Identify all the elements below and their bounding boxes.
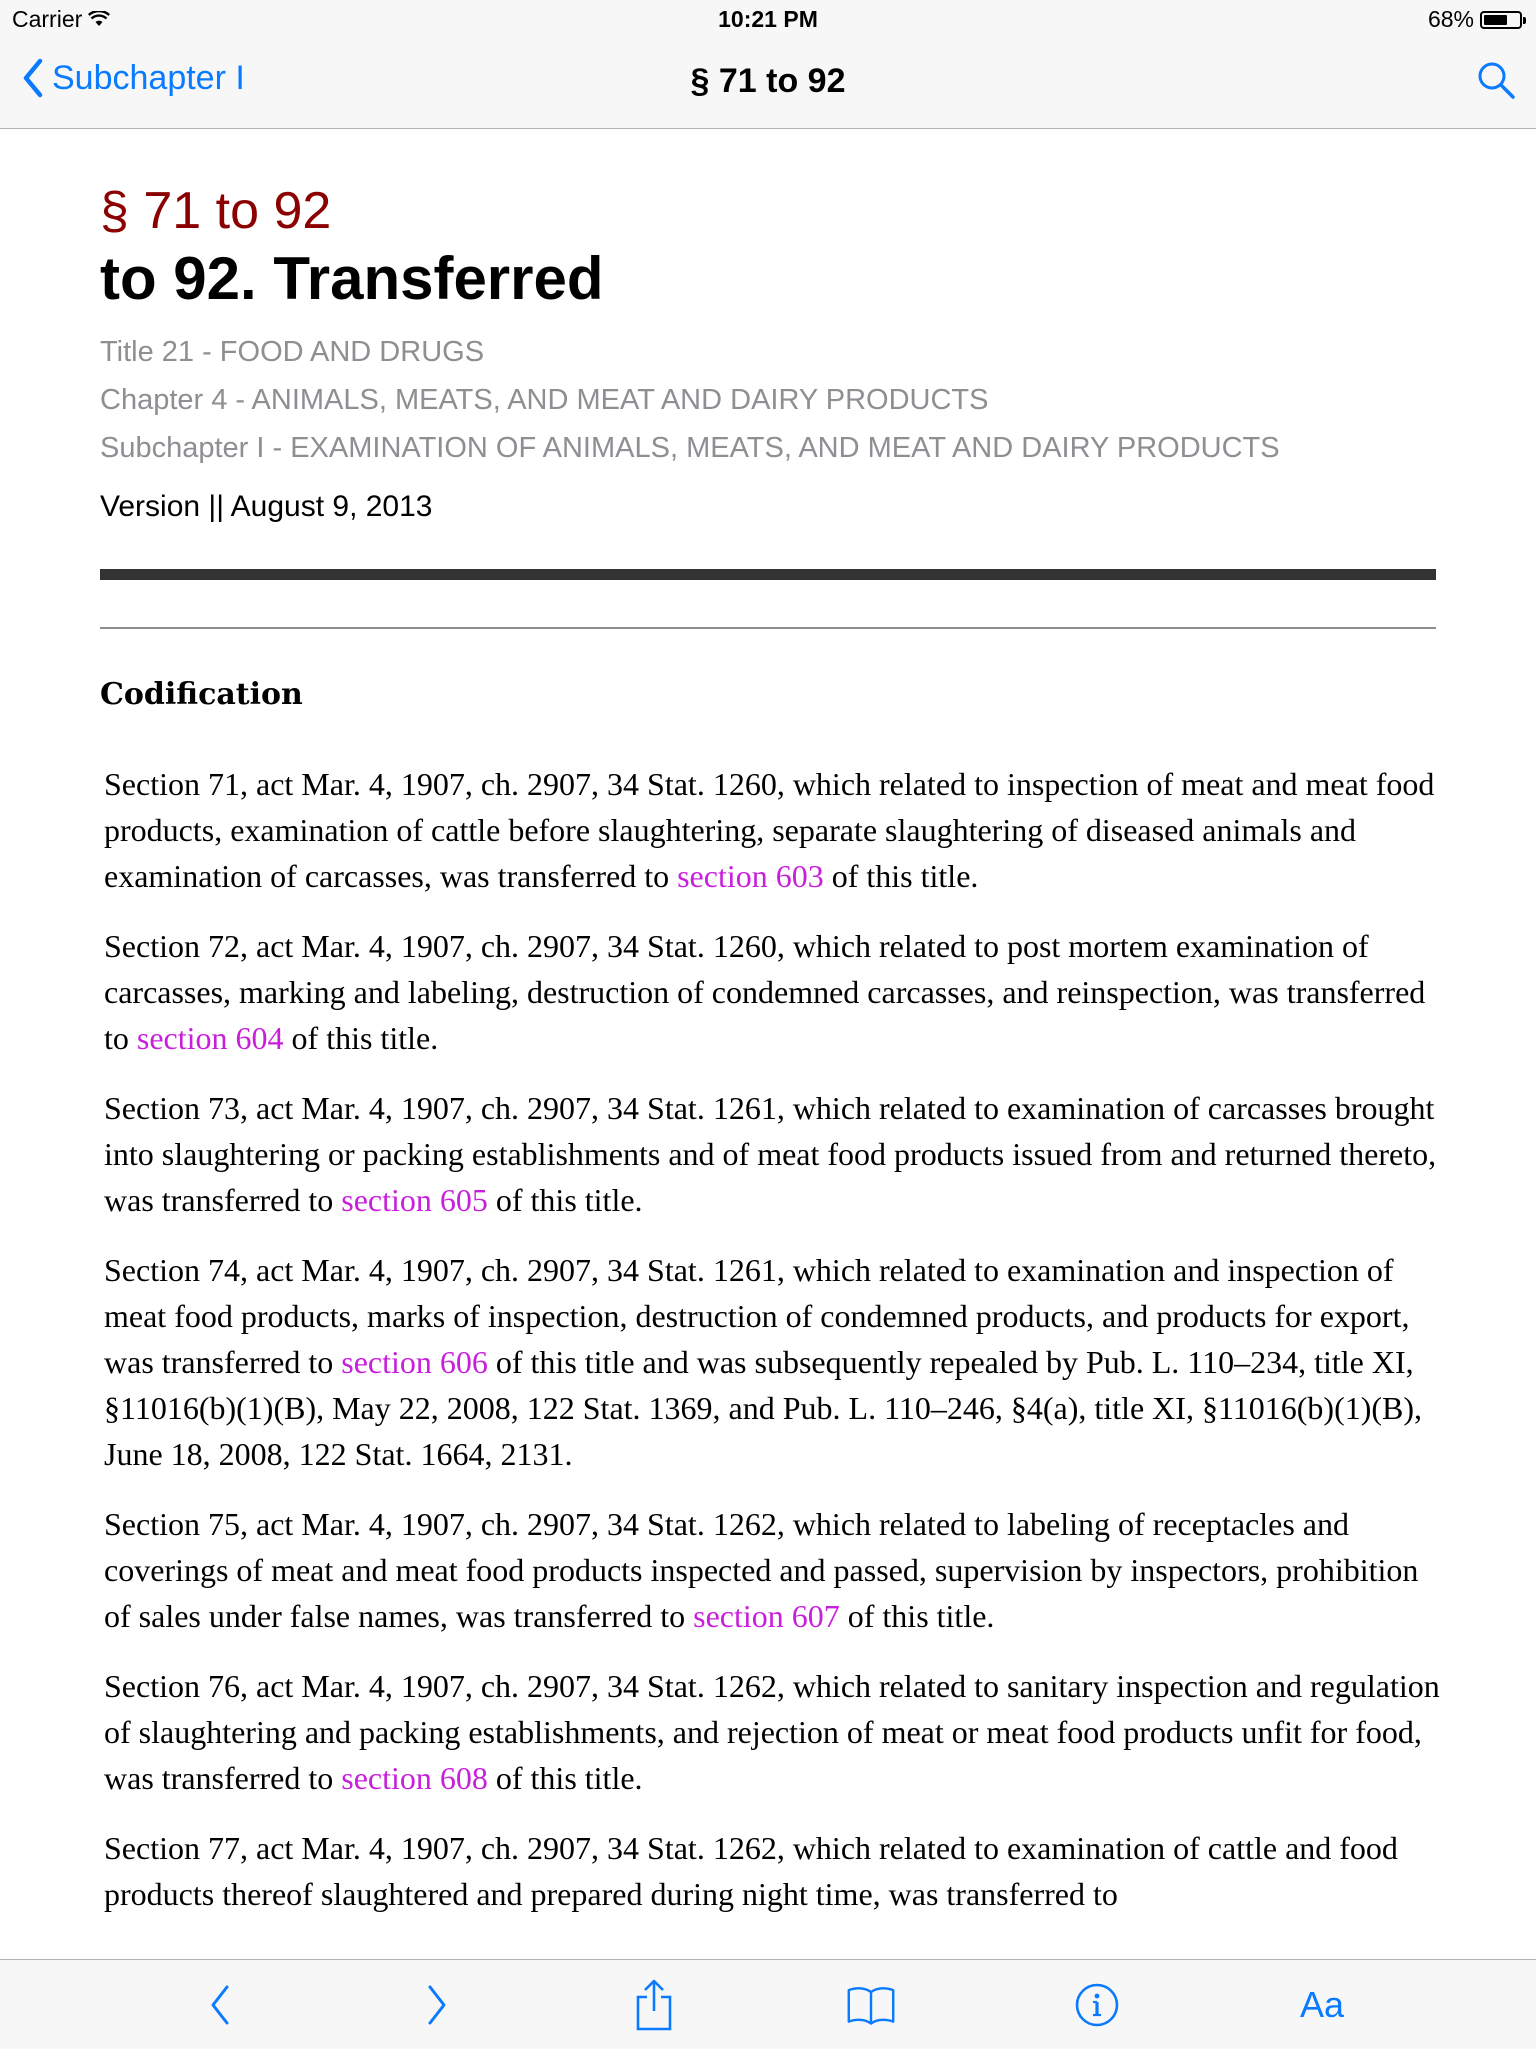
prev-arrow-icon [205,1983,235,2027]
codification-paragraph [104,923,1444,1061]
paragraph-text: Section 74, act Mar. 4, 1907, ch. 2907, 34 Stat. 1261, which related to examination and inspection of meat food products, marks of inspection, destruction of condemned products, and products for export, was transferred to [104,1252,1410,1380]
paragraph-text: of this title. [487,1760,643,1796]
header-divider-thin [100,627,1436,629]
paragraph-text: Section 75, act Mar. 4, 1907, ch. 2907, 34 Stat. 1262, which related to labeling of receptacles and coverings of meat and meat food products inspected and passed, supervision by inspectors, prohibition of sales under false names, was transferred to [104,1506,1419,1634]
paragraph-text: Section 72, act Mar. 4, 1907, ch. 2907, 34 Stat. 1260, which related to post mortem examination of carcasses, marking and labeling, destruction of condemned carcasses, and reinspection, was transferred to [104,928,1426,1056]
next-section-button[interactable] [412,1980,462,2030]
status-time: 10:21 PM [718,6,818,32]
paragraph-text: Section 76, act Mar. 4, 1907, ch. 2907, 34 Stat. 1262, which related to sanitary inspection and regulation of slaughtering and packing establishments, and rejection of meat or meat food products unfit for food, was transferred to [104,1668,1440,1796]
navigation-bar [0,40,1536,129]
hierarchy-subchapter: Subchapter I - EXAMINATION OF ANIMALS, MEATS, AND MEAT AND DAIRY PRODUCTS [100,432,1280,464]
back-button-label: Subchapter I [52,58,245,97]
info-button[interactable] [1072,1980,1122,2030]
section-link[interactable]: section 608 [341,1760,488,1796]
battery-percent: 68% [1427,6,1474,32]
codification-paragraph [104,1501,1444,1639]
hierarchy-title: Title 21 - FOOD AND DRUGS [100,336,485,368]
document-content[interactable] [0,129,1536,1959]
codification-paragraph [104,1247,1444,1477]
share-button[interactable] [629,1980,679,2030]
header-divider-thick [100,569,1436,580]
paragraph-text: of this title. [839,1598,995,1634]
paragraph-text: of this title. [283,1020,439,1056]
section-link[interactable]: section 604 [136,1020,284,1056]
nav-title: § 71 to 92 [690,62,846,100]
paragraph-text: of this title. [487,1182,643,1218]
info-icon [1074,1982,1120,2028]
previous-section-button[interactable] [195,1980,245,2030]
section-link[interactable]: section 603 [677,858,824,894]
codification-paragraph [104,1085,1444,1223]
text-size-button[interactable]: Aa [1299,1984,1345,2025]
bookmarks-book-icon [846,1983,896,2027]
paragraph-text: of this title and was subsequently repealed by Pub. L. 110–234, title XI, §11016(b)(1)(B), May 22, 2008, 122 Stat. 1369, and Pub. L. 110–246, §4(a), title XI, §11016(b)(1)(B), June 18, 2008, 122 Stat. 1664, 2131. [104,1344,1423,1472]
codification-heading: Codification [100,677,303,712]
share-icon [632,1979,676,2031]
search-button[interactable] [1476,60,1516,105]
paragraph-text: Section 71, act Mar. 4, 1907, ch. 2907, 34 Stat. 1260, which related to inspection of meat and meat food products, examination of cattle before slaughtering, separate slaughtering of diseased animals and examination of carcasses, was transferred to [104,766,1435,894]
paragraph-text: of this title. [823,858,979,894]
status-bar [0,0,1536,40]
codification-paragraph [104,1825,1444,1917]
bottom-toolbar [0,1959,1536,2049]
paragraph-text: Section 73, act Mar. 4, 1907, ch. 2907, 34 Stat. 1261, which related to examination of carcasses brought into slaughtering or packing establishments and of meat food products issued from and returned thereto, was transferred to [104,1090,1437,1218]
section-link[interactable]: section 605 [341,1182,488,1218]
paragraph-text: Section 77, act Mar. 4, 1907, ch. 2907, 34 Stat. 1262, which related to examination of cattle and food products thereof slaughtered and prepared during night time, was transferred to [104,1830,1398,1912]
battery-fill [1484,15,1507,25]
carrier-label: Carrier [12,6,83,32]
codification-paragraph [104,1663,1444,1801]
search-icon [1476,60,1516,100]
section-heading: to 92. Transferred [100,245,604,312]
section-number: § 71 to 92 [100,182,332,240]
bookmarks-button[interactable] [846,1980,896,2030]
codification-paragraph [104,761,1444,899]
section-link[interactable]: section 607 [693,1598,840,1634]
next-arrow-icon [422,1983,452,2027]
status-battery [1428,6,1522,33]
version-label: Version || August 9, 2013 [100,490,433,523]
codification-body [104,761,1444,1941]
hierarchy-chapter: Chapter 4 - ANIMALS, MEATS, AND MEAT AND DAIRY PRODUCTS [100,384,989,416]
battery-icon [1480,11,1522,29]
section-link[interactable]: section 606 [341,1344,488,1380]
